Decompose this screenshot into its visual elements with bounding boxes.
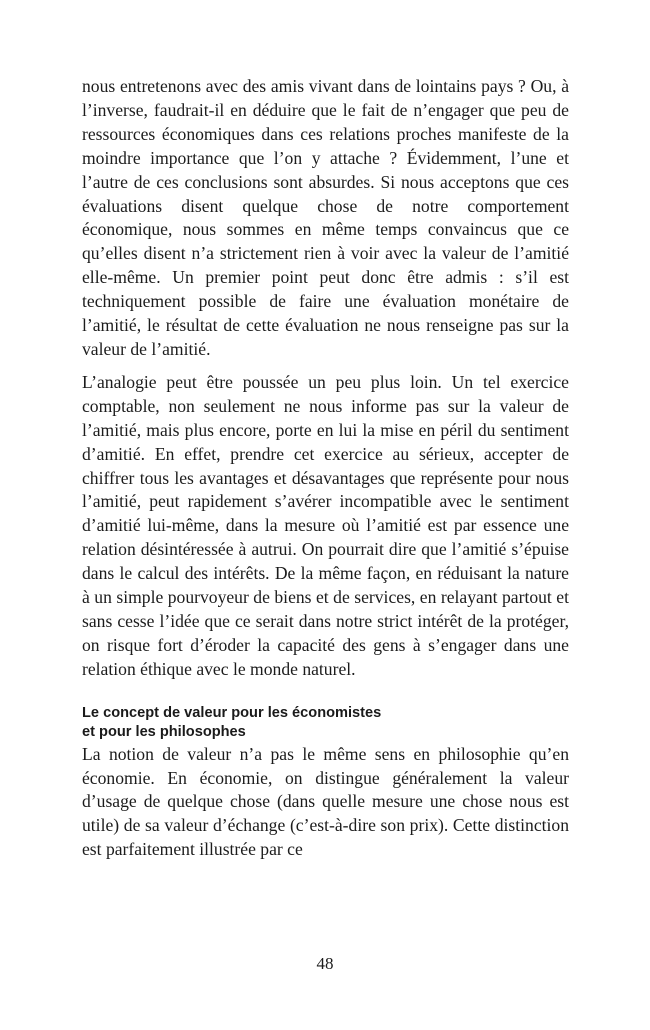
section-heading [82,704,569,742]
section-paragraph: La notion de valeur n’a pas le même sens en philosophie qu’en économie. En économie, on distingue généralement la valeur d’usage de quelque chose (dans quelle mesure une chose nous est utile) de sa valeur d’échange (c’est-à-dire son prix). Cette distinction est parfaitement illustrée par ce [82,743,569,860]
body-paragraph-1: nous entretenons avec des amis vivant dans de lointains pays ? Ou, à l’inverse, faudrait-il en déduire que le fait de n’engager que peu de ressources économiques dans ces relations proches manifeste de la moindre importance que l’on y attache ? Évidemment, l’une et l’autre de ces conclusions sont absurdes. Si nous acceptons que ces évaluations disent quelque chose de notre comportement économique, nous sommes en même temps convaincus que ce qu’elles disent n’a strictement rien à voir avec la valeur de l’amitié elle-même. Un premier point peut donc être admis : s’il est techniquement possible de faire une évaluation monétaire de l’amitié, le résultat de cette évaluation ne nous renseigne pas sur la valeur de l’amitié. [82,76,569,359]
section-heading-line-2: et pour les philosophes [82,723,246,740]
body-paragraph-2: L’analogie peut être poussée un peu plus loin. Un tel exercice comptable, non seulement ne nous informe pas sur la valeur de l’amitié, mais plus encore, porte en lui la mise en péril du sentiment d’amitié. En effet, prendre cet exercice au sérieux, accepter de chiffrer tous les avantages et désavantages que représente pour nous l’amitié, peut rapidement s’avérer incompatible avec le sentiment d’amitié lui-même, dans la mesure où l’amitié est par essence une relation désintéressée à autrui. On pourrait dire que l’amitié s’épuise dans le calcul des intérêts. De la même façon, en réduisant la nature à un simple pourvoyeur de biens et de services, en relayant partout et sans cesse l’idée que ce serait dans notre strict intérêt de la protéger, on risque fort d’éroder la capacité des gens à s’engager dans une relation éthique avec le monde naturel. [82,371,569,679]
page-number: 48 [316,954,334,973]
page-body [82,75,569,862]
section-heading-line-1: Le concept de valeur pour les économistes [82,704,382,721]
